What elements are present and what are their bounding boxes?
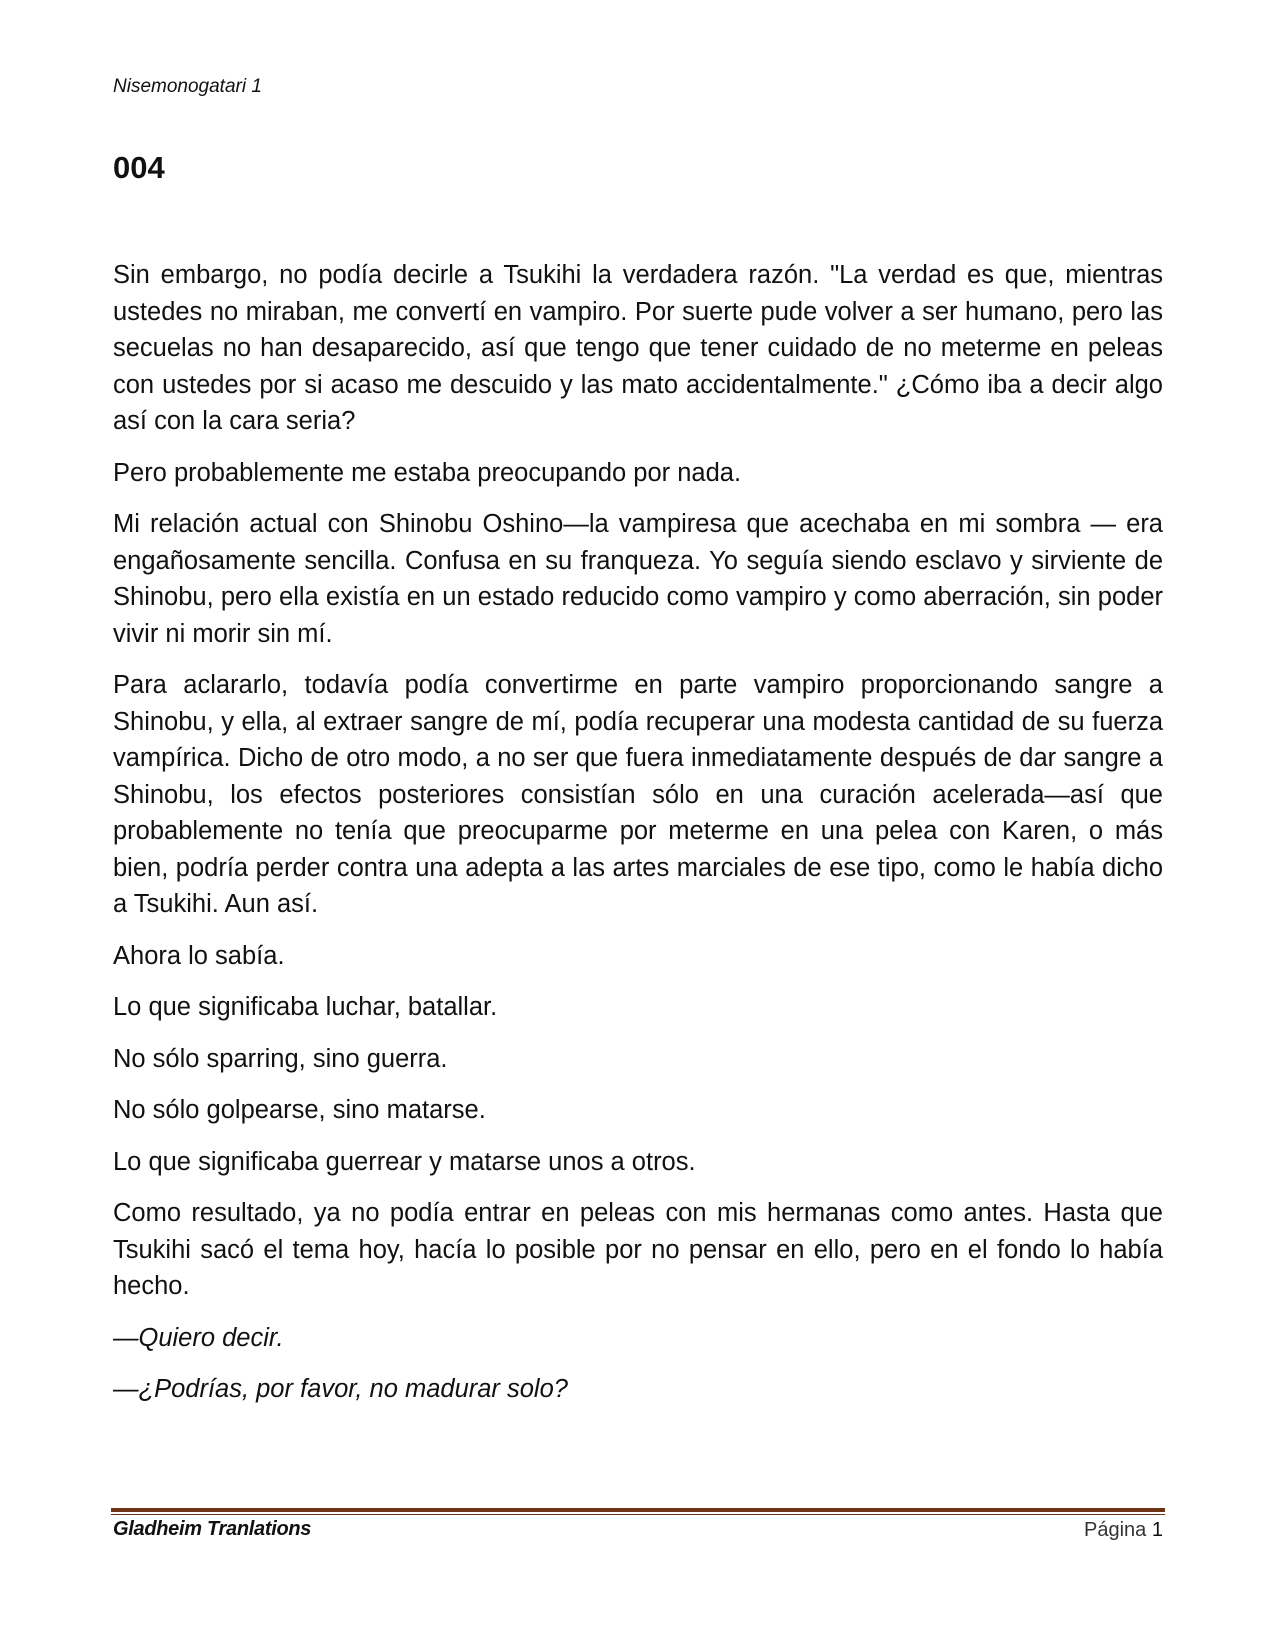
paragraph: Mi relación actual con Shinobu Oshino—la vampiresa que acechaba en mi sombra — era engañosamente sencilla. Confusa en su franqueza. Yo seguía siendo esclavo y sirviente de Shinobu, pero ella existía en un estado reducido como vampiro y como aberración, sin poder vivir ni morir sin mí.: [113, 510, 1163, 648]
running-header: Nisemonogatari 1: [113, 76, 262, 97]
paragraph: No sólo sparring, sino guerra.: [113, 1044, 448, 1073]
page-indicator: [1084, 1519, 1163, 1542]
paragraph: Sin embargo, no podía decirle a Tsukihi la verdadera razón. "La verdad es que, mientras ustedes no miraban, me convertí en vampiro. Por suerte pude volver a ser humano, pero las secuelas no han desaparecido, así que tengo que tener cuidado de no meterme en peleas con ustedes por si acaso me descuido y las mato accidentalmente." ¿Cómo iba a decir algo así con la cara seria?: [113, 261, 1163, 435]
paragraph: Lo que significaba luchar, batallar.: [113, 993, 498, 1021]
paragraph: Pero probablemente me estaba preocupando por nada.: [113, 458, 742, 487]
paragraph: Como resultado, ya no podía entrar en peleas con mis hermanas como antes. Hasta que Tsukihi sacó el tema hoy, hacía lo posible por no pensar en ello, pero en el fondo lo había hecho.: [113, 1199, 1163, 1300]
chapter-heading: 004: [113, 150, 165, 185]
footer-publisher: Gladheim Tranlations: [113, 1518, 312, 1540]
footer-rule: [111, 1508, 1165, 1512]
paragraph: Lo que significaba guerrear y matarse unos a otros.: [113, 1147, 696, 1176]
body-text: [113, 257, 1163, 1423]
dialogue-line: —Quiero decir.: [113, 1323, 284, 1352]
paragraph: No sólo golpearse, sino matarse.: [113, 1096, 486, 1124]
page-number: 1: [1151, 1519, 1163, 1541]
paragraph: Para aclararlo, todavía podía convertirme en parte vampiro proporcionando sangre a Shinobu, y ella, al extraer sangre de mí, podía recuperar una modesta cantidad de su fuerza vampírica. Dicho de otro modo, a no ser que fuera inmediatamente después de dar sangre a Shinobu, los efectos posteriores consistían sólo en una curación acelerada—así que probablemente no tenía que preocuparme por meterme en una pelea con Karen, o más bien, podría perder contra una adepta a las artes marciales de ese tipo, como le había dicho a Tsukihi. Aun así.: [113, 671, 1163, 918]
footer-rule-thin: [111, 1514, 1165, 1515]
paragraph: Ahora lo sabía.: [113, 941, 285, 970]
dialogue-line: —¿Podrías, por favor, no madurar solo?: [113, 1375, 568, 1403]
page-label: Página: [1084, 1519, 1147, 1541]
